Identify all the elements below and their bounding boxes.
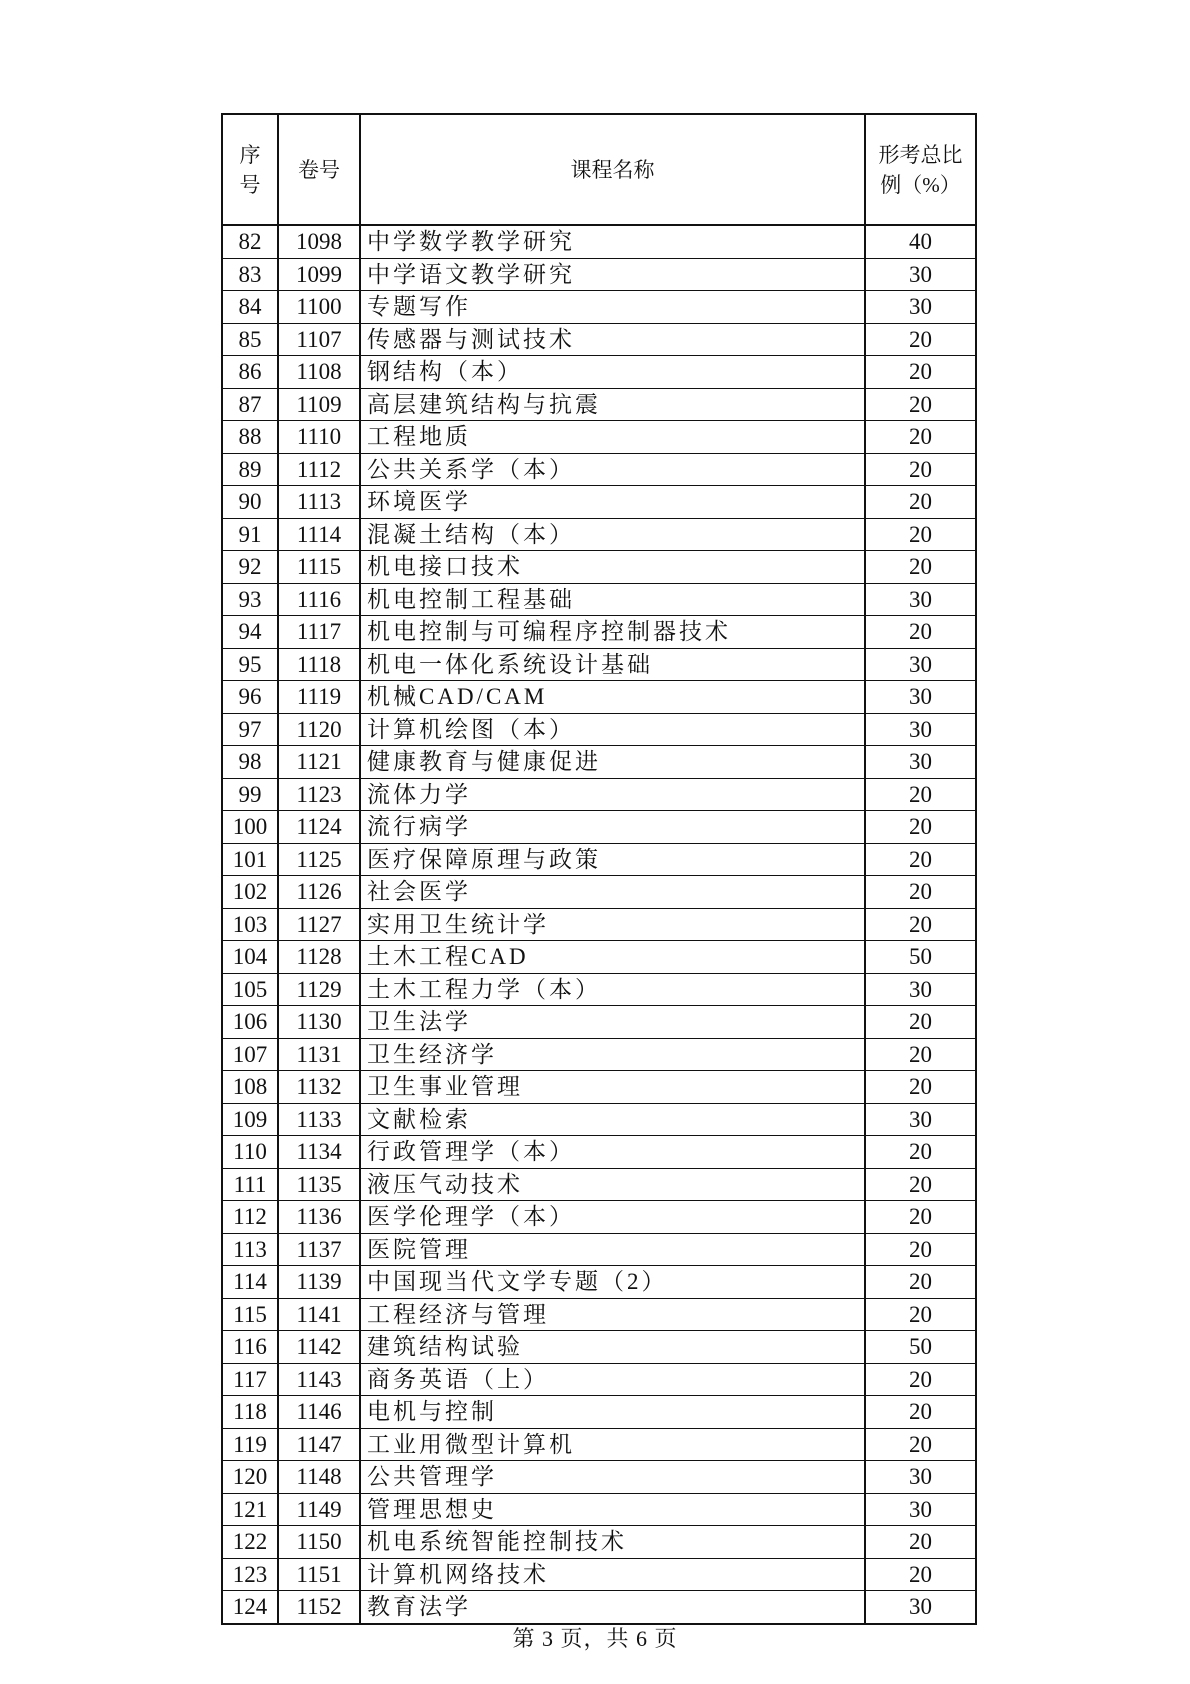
row-code: 1109	[278, 388, 360, 421]
header-code: 卷号	[278, 114, 360, 225]
row-percentage: 30	[865, 1103, 976, 1136]
row-percentage: 20	[865, 323, 976, 356]
row-percentage: 20	[865, 811, 976, 844]
row-code: 1110	[278, 421, 360, 454]
row-percentage: 20	[865, 1233, 976, 1266]
row-percentage: 20	[865, 1266, 976, 1299]
table-row	[222, 876, 976, 909]
row-code: 1133	[278, 1103, 360, 1136]
table-row	[222, 1493, 976, 1526]
row-course-name: 商务英语（上）	[360, 1363, 865, 1396]
table-row	[222, 843, 976, 876]
row-seq: 105	[222, 973, 278, 1006]
row-course-name: 教育法学	[360, 1591, 865, 1624]
row-percentage: 30	[865, 648, 976, 681]
row-code: 1124	[278, 811, 360, 844]
row-code: 1128	[278, 941, 360, 974]
table-row	[222, 681, 976, 714]
table-row	[222, 388, 976, 421]
row-code: 1113	[278, 486, 360, 519]
table-row	[222, 453, 976, 486]
row-percentage: 20	[865, 778, 976, 811]
row-code: 1131	[278, 1038, 360, 1071]
row-percentage: 40	[865, 225, 976, 258]
row-seq: 108	[222, 1071, 278, 1104]
row-seq: 103	[222, 908, 278, 941]
row-percentage: 20	[865, 843, 976, 876]
table-row	[222, 1006, 976, 1039]
row-seq: 94	[222, 616, 278, 649]
row-course-name: 高层建筑结构与抗震	[360, 388, 865, 421]
row-code: 1112	[278, 453, 360, 486]
table-row	[222, 778, 976, 811]
row-seq: 93	[222, 583, 278, 616]
row-percentage: 20	[865, 453, 976, 486]
table-row	[222, 486, 976, 519]
row-code: 1147	[278, 1428, 360, 1461]
row-percentage: 30	[865, 713, 976, 746]
row-course-name: 卫生事业管理	[360, 1071, 865, 1104]
row-course-name: 传感器与测试技术	[360, 323, 865, 356]
row-code: 1142	[278, 1331, 360, 1364]
row-course-name: 实用卫生统计学	[360, 908, 865, 941]
row-percentage: 20	[865, 876, 976, 909]
row-percentage: 20	[865, 1526, 976, 1559]
row-course-name: 混凝土结构（本）	[360, 518, 865, 551]
row-course-name: 环境医学	[360, 486, 865, 519]
row-seq: 107	[222, 1038, 278, 1071]
row-seq: 115	[222, 1298, 278, 1331]
row-percentage: 50	[865, 941, 976, 974]
row-code: 1120	[278, 713, 360, 746]
row-course-name: 中学数学教学研究	[360, 225, 865, 258]
row-percentage: 20	[865, 421, 976, 454]
row-course-name: 机电系统智能控制技术	[360, 1526, 865, 1559]
row-code: 1135	[278, 1168, 360, 1201]
table-row	[222, 616, 976, 649]
row-code: 1151	[278, 1558, 360, 1591]
table-row	[222, 225, 976, 258]
row-percentage: 20	[865, 1428, 976, 1461]
header-row	[222, 114, 976, 225]
row-seq: 122	[222, 1526, 278, 1559]
row-course-name: 卫生经济学	[360, 1038, 865, 1071]
table-row	[222, 1558, 976, 1591]
row-code: 1107	[278, 323, 360, 356]
row-seq: 109	[222, 1103, 278, 1136]
row-seq: 104	[222, 941, 278, 974]
row-course-name: 机电接口技术	[360, 551, 865, 584]
row-code: 1118	[278, 648, 360, 681]
row-code: 1125	[278, 843, 360, 876]
row-code: 1126	[278, 876, 360, 909]
row-code: 1132	[278, 1071, 360, 1104]
row-course-name: 土木工程力学（本）	[360, 973, 865, 1006]
table-row	[222, 1201, 976, 1234]
table-row	[222, 973, 976, 1006]
row-course-name: 公共管理学	[360, 1461, 865, 1494]
row-seq: 91	[222, 518, 278, 551]
row-seq: 111	[222, 1168, 278, 1201]
row-code: 1123	[278, 778, 360, 811]
row-percentage: 20	[865, 388, 976, 421]
row-percentage: 30	[865, 681, 976, 714]
row-seq: 110	[222, 1136, 278, 1169]
row-seq: 114	[222, 1266, 278, 1299]
row-course-name: 中学语文教学研究	[360, 258, 865, 291]
row-seq: 113	[222, 1233, 278, 1266]
table-header	[222, 114, 976, 225]
table-row	[222, 323, 976, 356]
row-percentage: 20	[865, 356, 976, 389]
row-course-name: 社会医学	[360, 876, 865, 909]
row-seq: 95	[222, 648, 278, 681]
table-row	[222, 1233, 976, 1266]
row-course-name: 管理思想史	[360, 1493, 865, 1526]
row-course-name: 卫生法学	[360, 1006, 865, 1039]
row-seq: 100	[222, 811, 278, 844]
row-seq: 84	[222, 291, 278, 324]
row-percentage: 20	[865, 1298, 976, 1331]
page-footer: 第 3 页，共 6 页	[512, 1626, 678, 1651]
row-percentage: 20	[865, 908, 976, 941]
row-course-name: 医院管理	[360, 1233, 865, 1266]
row-code: 1139	[278, 1266, 360, 1299]
row-seq: 118	[222, 1396, 278, 1429]
course-table	[221, 113, 977, 1625]
row-seq: 106	[222, 1006, 278, 1039]
row-code: 1121	[278, 746, 360, 779]
table-row	[222, 1331, 976, 1364]
table-row	[222, 811, 976, 844]
row-code: 1143	[278, 1363, 360, 1396]
row-course-name: 计算机网络技术	[360, 1558, 865, 1591]
table-row	[222, 291, 976, 324]
row-percentage: 30	[865, 746, 976, 779]
row-seq: 119	[222, 1428, 278, 1461]
table-row	[222, 648, 976, 681]
row-course-name: 液压气动技术	[360, 1168, 865, 1201]
row-percentage: 30	[865, 1461, 976, 1494]
row-code: 1137	[278, 1233, 360, 1266]
row-code: 1130	[278, 1006, 360, 1039]
table-row	[222, 1526, 976, 1559]
row-seq: 98	[222, 746, 278, 779]
row-course-name: 医学伦理学（本）	[360, 1201, 865, 1234]
row-course-name: 专题写作	[360, 291, 865, 324]
row-code: 1134	[278, 1136, 360, 1169]
row-seq: 99	[222, 778, 278, 811]
row-code: 1098	[278, 225, 360, 258]
row-percentage: 20	[865, 1396, 976, 1429]
row-seq: 92	[222, 551, 278, 584]
table-row	[222, 1461, 976, 1494]
header-percentage: 形考总比例（%）	[865, 114, 976, 225]
row-course-name: 中国现当代文学专题（2）	[360, 1266, 865, 1299]
header-course-name: 课程名称	[360, 114, 865, 225]
row-percentage: 20	[865, 1136, 976, 1169]
row-code: 1116	[278, 583, 360, 616]
row-percentage: 20	[865, 518, 976, 551]
row-seq: 87	[222, 388, 278, 421]
row-course-name: 工程经济与管理	[360, 1298, 865, 1331]
row-course-name: 机械CAD/CAM	[360, 681, 865, 714]
header-seq	[222, 114, 278, 225]
row-seq: 116	[222, 1331, 278, 1364]
table-row	[222, 1363, 976, 1396]
row-course-name: 医疗保障原理与政策	[360, 843, 865, 876]
row-percentage: 20	[865, 551, 976, 584]
row-seq: 117	[222, 1363, 278, 1396]
row-course-name: 钢结构（本）	[360, 356, 865, 389]
row-course-name: 工业用微型计算机	[360, 1428, 865, 1461]
row-seq: 120	[222, 1461, 278, 1494]
row-seq: 102	[222, 876, 278, 909]
table-row	[222, 1591, 976, 1624]
row-code: 1119	[278, 681, 360, 714]
row-percentage: 20	[865, 1558, 976, 1591]
table-row	[222, 551, 976, 584]
row-seq: 85	[222, 323, 278, 356]
row-course-name: 机电控制与可编程序控制器技术	[360, 616, 865, 649]
row-percentage: 20	[865, 486, 976, 519]
row-seq: 86	[222, 356, 278, 389]
row-percentage: 30	[865, 291, 976, 324]
course-table-container	[221, 113, 975, 1625]
row-code: 1150	[278, 1526, 360, 1559]
row-percentage: 20	[865, 1071, 976, 1104]
row-code: 1141	[278, 1298, 360, 1331]
row-percentage: 20	[865, 1006, 976, 1039]
row-percentage: 30	[865, 1591, 976, 1624]
row-percentage: 30	[865, 1493, 976, 1526]
row-course-name: 健康教育与健康促进	[360, 746, 865, 779]
row-code: 1152	[278, 1591, 360, 1624]
table-row	[222, 518, 976, 551]
table-row	[222, 1136, 976, 1169]
row-seq: 96	[222, 681, 278, 714]
table-row	[222, 1071, 976, 1104]
table-row	[222, 1428, 976, 1461]
row-percentage: 20	[865, 1038, 976, 1071]
row-percentage: 20	[865, 1168, 976, 1201]
row-code: 1114	[278, 518, 360, 551]
row-seq: 121	[222, 1493, 278, 1526]
header-seq-label: 序号	[239, 142, 261, 197]
row-seq: 123	[222, 1558, 278, 1591]
row-code: 1117	[278, 616, 360, 649]
row-seq: 88	[222, 421, 278, 454]
row-percentage: 20	[865, 1363, 976, 1396]
row-seq: 97	[222, 713, 278, 746]
row-seq: 101	[222, 843, 278, 876]
row-code: 1115	[278, 551, 360, 584]
row-course-name: 流体力学	[360, 778, 865, 811]
table-row	[222, 1298, 976, 1331]
row-code: 1108	[278, 356, 360, 389]
table-row	[222, 1168, 976, 1201]
row-code: 1148	[278, 1461, 360, 1494]
table-row	[222, 1266, 976, 1299]
row-course-name: 公共关系学（本）	[360, 453, 865, 486]
table-body	[222, 225, 976, 1624]
table-row	[222, 1038, 976, 1071]
row-percentage: 50	[865, 1331, 976, 1364]
row-seq: 89	[222, 453, 278, 486]
row-code: 1099	[278, 258, 360, 291]
table-row	[222, 421, 976, 454]
row-course-name: 工程地质	[360, 421, 865, 454]
row-code: 1129	[278, 973, 360, 1006]
row-course-name: 流行病学	[360, 811, 865, 844]
table-row	[222, 941, 976, 974]
row-code: 1100	[278, 291, 360, 324]
row-percentage: 30	[865, 583, 976, 616]
row-code: 1127	[278, 908, 360, 941]
row-percentage: 20	[865, 1201, 976, 1234]
row-course-name: 机电一体化系统设计基础	[360, 648, 865, 681]
table-row	[222, 1103, 976, 1136]
row-code: 1149	[278, 1493, 360, 1526]
row-seq: 83	[222, 258, 278, 291]
table-row	[222, 746, 976, 779]
row-course-name: 土木工程CAD	[360, 941, 865, 974]
row-code: 1136	[278, 1201, 360, 1234]
row-seq: 124	[222, 1591, 278, 1624]
row-course-name: 行政管理学（本）	[360, 1136, 865, 1169]
row-seq: 82	[222, 225, 278, 258]
table-row	[222, 713, 976, 746]
table-row	[222, 1396, 976, 1429]
row-course-name: 机电控制工程基础	[360, 583, 865, 616]
table-row	[222, 258, 976, 291]
table-row	[222, 583, 976, 616]
row-percentage: 30	[865, 973, 976, 1006]
row-percentage: 20	[865, 616, 976, 649]
row-code: 1146	[278, 1396, 360, 1429]
table-row	[222, 908, 976, 941]
row-course-name: 计算机绘图（本）	[360, 713, 865, 746]
row-percentage: 30	[865, 258, 976, 291]
row-course-name: 建筑结构试验	[360, 1331, 865, 1364]
row-course-name: 电机与控制	[360, 1396, 865, 1429]
table-row	[222, 356, 976, 389]
row-course-name: 文献检索	[360, 1103, 865, 1136]
row-seq: 90	[222, 486, 278, 519]
row-seq: 112	[222, 1201, 278, 1234]
